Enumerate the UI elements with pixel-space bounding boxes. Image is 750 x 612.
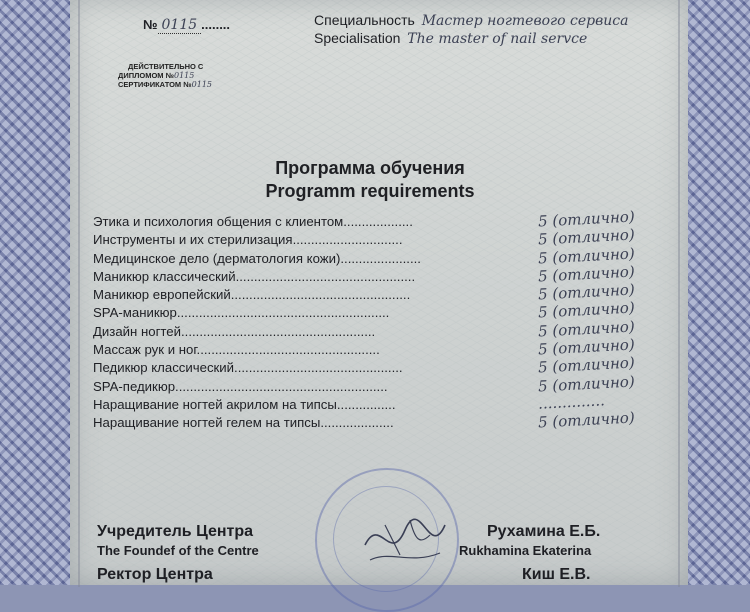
subject-name: Педикюр классический.............................................. xyxy=(93,360,403,376)
specialisation-block xyxy=(314,12,628,48)
subject-name: SPA-маникюр.......................................................... xyxy=(93,305,390,321)
validity-block xyxy=(118,62,212,89)
subject-grade: 5 (отлично) xyxy=(537,262,636,286)
number-tail: ........ xyxy=(201,17,231,32)
valid-line-1: ДЕЙСТВИТЕЛЬНО С xyxy=(128,62,204,71)
valid-line-2 xyxy=(118,71,212,80)
subject-grade: 5 (отлично) xyxy=(537,280,636,304)
subject-grade: 5 (отлично) xyxy=(537,372,636,396)
program-title-en: Programm requirements xyxy=(265,181,475,201)
subject-grade: 5 (отлично) xyxy=(537,335,636,359)
program-title-ru: Программа обучения xyxy=(275,158,465,178)
number-value: 0115 xyxy=(158,17,202,34)
subject-grade: .............. xyxy=(537,391,606,413)
subject-list xyxy=(93,207,673,434)
founder-title-ru: Учредитель Центра xyxy=(97,523,254,540)
diploma-label: ДИПЛОМОМ № xyxy=(118,71,174,80)
subject-grade: 5 (отлично) xyxy=(537,298,636,323)
diploma-value: 0115 xyxy=(174,71,195,80)
subject-name: Этика и психология общения с клиентом................... xyxy=(93,214,413,229)
specialty-label-en: Specialisation xyxy=(314,30,401,46)
subject-name: SPA-педикюр.......................................................... xyxy=(93,378,388,394)
certificate-label: СЕРТИФИКАТОМ № xyxy=(118,80,192,89)
rector-name-ru: Киш Е.В. xyxy=(522,566,591,583)
specialty-label-ru: Специальность xyxy=(314,12,415,28)
certificate-number xyxy=(143,17,230,33)
handwritten-signature xyxy=(360,505,450,575)
rector-title-ru: Ректор Центра xyxy=(97,566,213,583)
specialty-value-ru: Мастер ногтевого сервиса xyxy=(421,13,629,29)
subject-name: Дизайн ногтей..................................................... xyxy=(93,323,376,339)
subject-name: Массаж рук и ног.................................................. xyxy=(93,342,380,358)
subject-grade: 5 (отлично) xyxy=(537,244,636,268)
specialty-value-en: The master of nail servce xyxy=(407,31,588,47)
subject-grade: 5 (отлично) xyxy=(537,353,636,377)
founder-name-en: Rukhamina Ekaterina xyxy=(459,543,592,558)
subject-name: Наращивание ногтей акрилом на типсы................ xyxy=(93,396,396,412)
number-label: № xyxy=(143,17,158,32)
subject-name: Маникюр классический................................................. xyxy=(93,268,416,284)
subject-name: Маникюр европейский................................................. xyxy=(93,287,411,303)
subject-grade: 5 (отлично) xyxy=(537,317,636,341)
founder-name-ru: Рухамина Е.Б. xyxy=(487,523,601,540)
certificate-page xyxy=(70,0,688,585)
subject-row xyxy=(93,408,673,433)
subject-name: Наращивание ногтей гелем на типсы.................... xyxy=(93,415,394,431)
valid-line-3 xyxy=(118,80,212,89)
founder-title-en: The Foundef of the Centre xyxy=(97,543,259,558)
subject-name: Медицинское дело (дерматология кожи)...................... xyxy=(93,250,421,266)
subject-grade: 5 (отлично) xyxy=(537,225,636,249)
subject-grade: 5 (отлично) xyxy=(537,207,636,231)
certificate-value: 0115 xyxy=(191,80,212,89)
subject-grade: 5 (отлично) xyxy=(537,408,636,432)
subject-name: Инструменты и их стерилизация.............................. xyxy=(93,232,403,248)
